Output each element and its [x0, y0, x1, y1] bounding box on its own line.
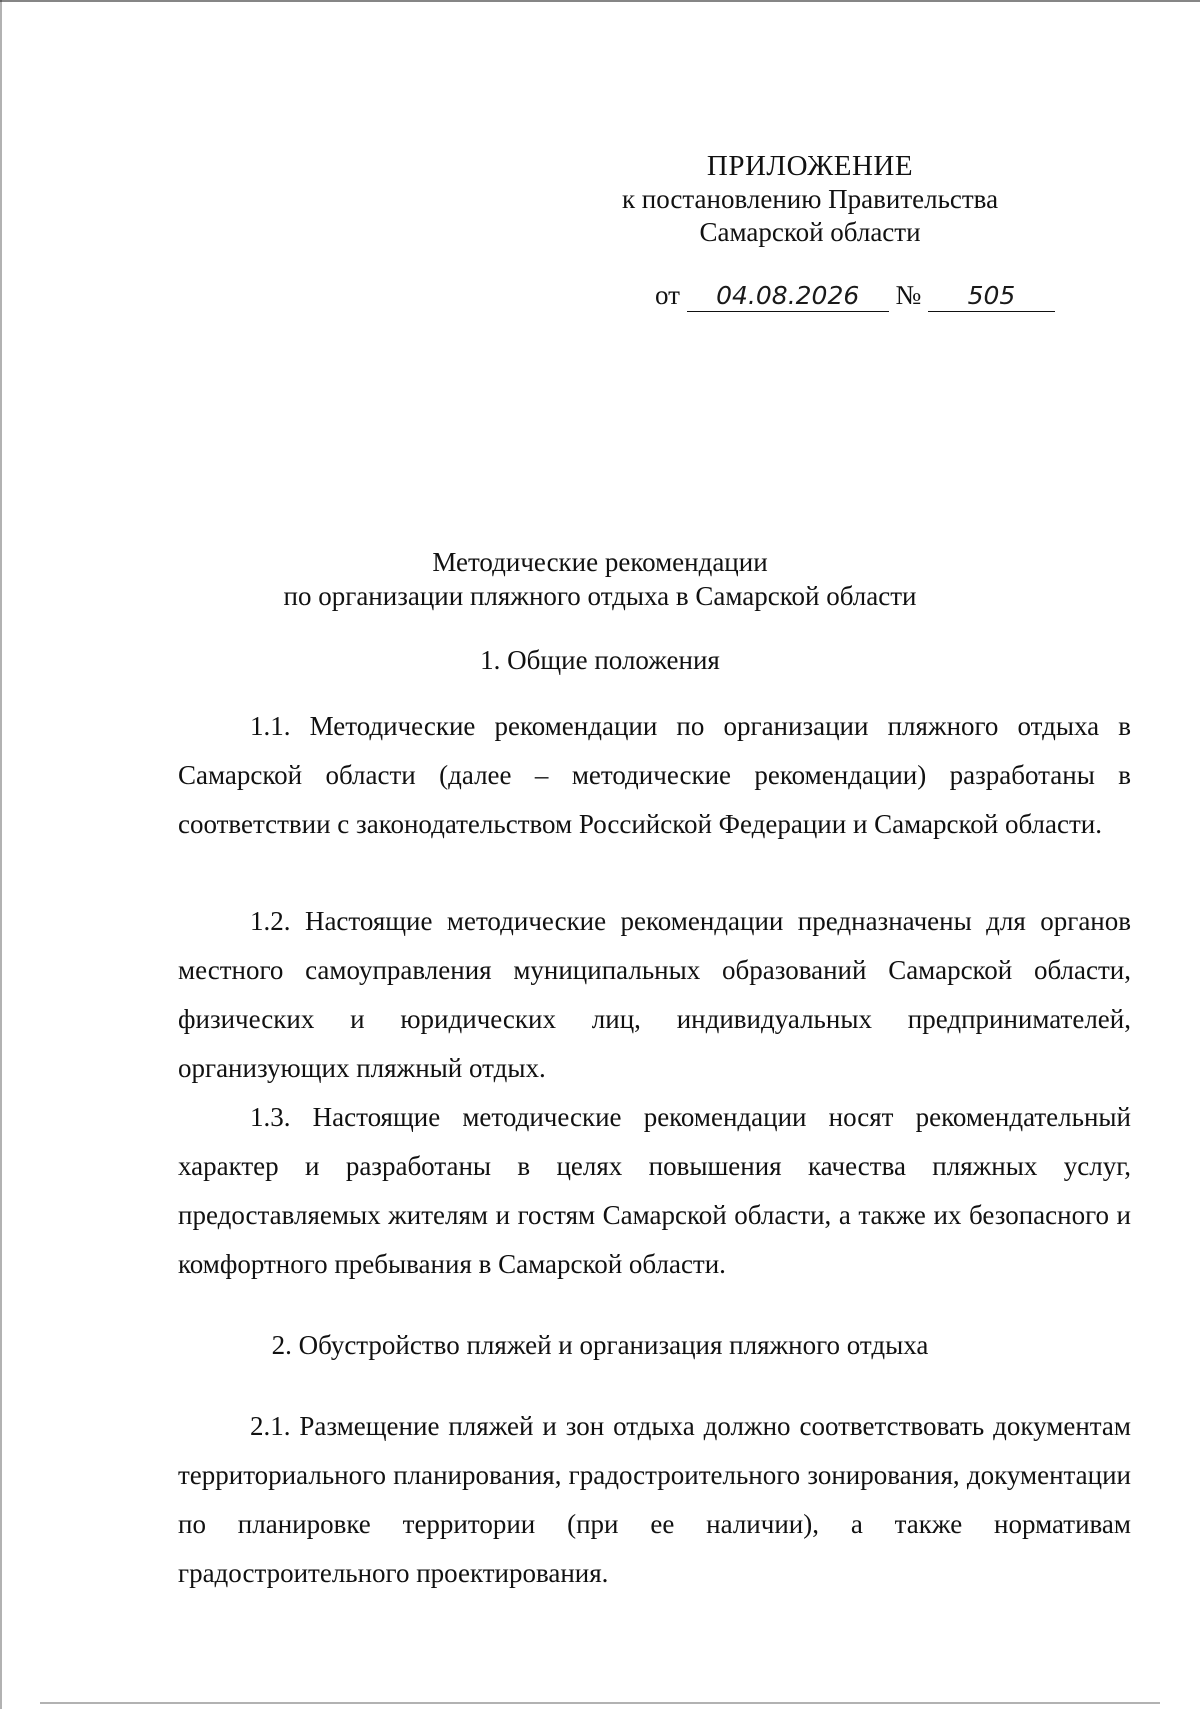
paragraph-1-2: 1.2. Настоящие методические рекомендации предназначены для органов местного самоуправления муниципальных образований Самарской области, физических и юридических лиц, индивидуальных предпринимателей, организующих пляжный отдых. — [178, 906, 1131, 1083]
decree-date-handwritten: 04.08.2026 — [687, 281, 889, 312]
paragraph-2-1: 2.1. Размещение пляжей и зон отдыха должно соответствовать документам территориального планирования, градостроительного зонирования, документации по планировке территории (при ее наличии), а также нормативам градостроительного проектирования. — [178, 1411, 1131, 1588]
section-heading-1: 1. Общие положения — [480, 645, 720, 675]
section-heading-2: 2. Обустройство пляжей и организация пляжного отдыха — [271, 1330, 929, 1360]
appendix-line-2: Самарской области — [699, 217, 921, 247]
decree-number-label: № — [895, 280, 922, 310]
paragraph-1-3: 1.3. Настоящие методические рекомендации носят рекомендательный характер и разработаны в целях повышения качества пляжных услуг, предоставляемых жителям и гостям Самарской области, а также их безопасного и комфортного пребывания в Самарской области. — [178, 1102, 1131, 1279]
scan-edge-top — [0, 0, 1200, 2]
document-title-line-2: по организации пляжного отдыха в Самарской области — [283, 581, 917, 611]
decree-reference — [655, 280, 1075, 312]
scan-edge-left — [0, 0, 2, 1709]
appendix-line-1: к постановлению Правительства — [621, 184, 999, 214]
scan-edge-bottom — [40, 1702, 1160, 1704]
paragraph-1-1: 1.1. Методические рекомендации по организации пляжного отдыха в Самарской области (далее – методические рекомендации) разработаны в соответствии с законодательством Российской Федерации и Самарской области. — [178, 711, 1131, 839]
decree-from-label: от — [655, 280, 680, 310]
appendix-block — [560, 150, 1060, 249]
decree-number-handwritten: 505 — [928, 281, 1055, 312]
document-title — [150, 545, 1050, 613]
document-title-line-1: Методические рекомендации — [432, 547, 768, 577]
appendix-heading: ПРИЛОЖЕНИЕ — [706, 150, 914, 182]
